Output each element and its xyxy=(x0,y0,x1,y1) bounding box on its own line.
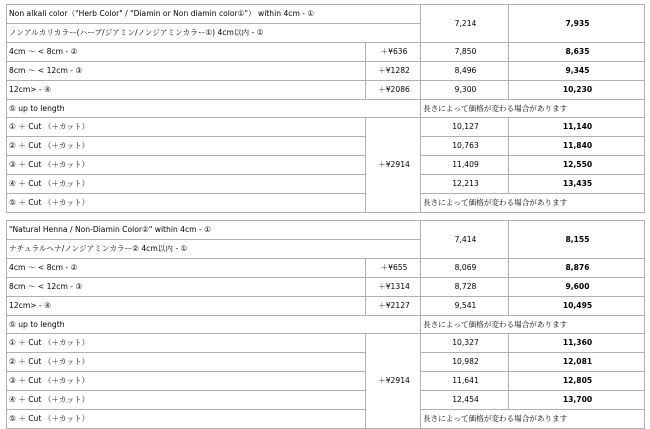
cut-cost: 12,213 xyxy=(421,175,509,194)
length-add: ＋¥2127 xyxy=(366,297,421,316)
cut-label: ③ ＋ Cut （＋カット） xyxy=(7,372,366,391)
cut-cost: 10,327 xyxy=(421,334,509,353)
length-label: 8cm 〜 < 12cm - ③ xyxy=(7,278,366,297)
length-label: 12cm> - ④ xyxy=(7,297,366,316)
length-price: 10,495 xyxy=(509,297,645,316)
base-price: 8,155 xyxy=(509,221,645,259)
length-add: ＋¥1282 xyxy=(366,62,421,81)
length-price: 8,876 xyxy=(509,259,645,278)
cut-add: ＋¥2914 xyxy=(366,334,421,429)
price-table-nonalkali xyxy=(6,4,645,213)
cut-label: ⑤ ＋ Cut （＋カット） xyxy=(7,410,366,429)
cut-label: ④ ＋ Cut （＋カット） xyxy=(7,391,366,410)
length-price: 9,345 xyxy=(509,62,645,81)
length-cost: 9,541 xyxy=(421,297,509,316)
cut-price: 12,081 xyxy=(509,353,645,372)
length-cost: 9,300 xyxy=(421,81,509,100)
cut-cost: 11,641 xyxy=(421,372,509,391)
uptolength-label: ⑤ up to length xyxy=(7,100,421,118)
length-price: 10,230 xyxy=(509,81,645,100)
cut-price: 11,840 xyxy=(509,137,645,156)
length-cost: 7,850 xyxy=(421,43,509,62)
cut-price: 12,805 xyxy=(509,372,645,391)
cut-price: 12,550 xyxy=(509,156,645,175)
length-price: 8,635 xyxy=(509,43,645,62)
uptolength-note: 長さによって価格が変わる場合があります xyxy=(421,100,645,118)
length-add: ＋¥636 xyxy=(366,43,421,62)
cut-cost: 10,982 xyxy=(421,353,509,372)
base-cost: 7,414 xyxy=(421,221,509,259)
section-header xyxy=(7,5,421,43)
cut-note: 長さによって価格が変わる場合があります xyxy=(421,410,645,429)
base-price: 7,935 xyxy=(509,5,645,43)
cut-price: 13,435 xyxy=(509,175,645,194)
length-cost: 8,728 xyxy=(421,278,509,297)
cut-cost: 12,454 xyxy=(421,391,509,410)
cut-label: ① ＋ Cut （＋カット） xyxy=(7,118,366,137)
length-add: ＋¥655 xyxy=(366,259,421,278)
cut-label: ② ＋ Cut （＋カット） xyxy=(7,353,366,372)
section-title-en: Non alkali color（"Herb Color" / "Diamin or Non diamin color①"） within 4cm - ① xyxy=(7,5,420,24)
length-price: 9,600 xyxy=(509,278,645,297)
uptolength-note: 長さによって価格が変わる場合があります xyxy=(421,316,645,334)
cut-label: ⑤ ＋ Cut （＋カット） xyxy=(7,194,366,213)
length-add: ＋¥2086 xyxy=(366,81,421,100)
cut-price: 11,360 xyxy=(509,334,645,353)
cut-price: 13,700 xyxy=(509,391,645,410)
cut-cost: 11,409 xyxy=(421,156,509,175)
length-cost: 8,069 xyxy=(421,259,509,278)
cut-cost: 10,127 xyxy=(421,118,509,137)
cut-label: ② ＋ Cut （＋カット） xyxy=(7,137,366,156)
section-title-jp: ノンアルカリカラー(ハーブ/ジアミン/ノンジアミンカラー①) 4cm以内 - ① xyxy=(9,28,264,37)
length-label: 8cm 〜 < 12cm - ③ xyxy=(7,62,366,81)
length-label: 4cm 〜 < 8cm - ② xyxy=(7,259,366,278)
cut-note: 長さによって価格が変わる場合があります xyxy=(421,194,645,213)
length-cost: 8,496 xyxy=(421,62,509,81)
cut-cost: 10,763 xyxy=(421,137,509,156)
cut-label: ④ ＋ Cut （＋カット） xyxy=(7,175,366,194)
section-title-jp: ナチュラルヘナ/ノンジアミンカラー② 4cm以内 - ① xyxy=(9,244,188,253)
cut-add: ＋¥2914 xyxy=(366,118,421,213)
section-header xyxy=(7,221,421,259)
section-title-en: "Natural Henna / Non-Diamin Color②" within 4cm - ① xyxy=(7,221,420,240)
cut-price: 11,140 xyxy=(509,118,645,137)
uptolength-label: ⑤ up to length xyxy=(7,316,421,334)
price-table-henna xyxy=(6,220,645,429)
base-cost: 7,214 xyxy=(421,5,509,43)
length-add: ＋¥1314 xyxy=(366,278,421,297)
length-label: 12cm> - ④ xyxy=(7,81,366,100)
cut-label: ① ＋ Cut （＋カット） xyxy=(7,334,366,353)
length-label: 4cm 〜 < 8cm - ② xyxy=(7,43,366,62)
cut-label: ③ ＋ Cut （＋カット） xyxy=(7,156,366,175)
